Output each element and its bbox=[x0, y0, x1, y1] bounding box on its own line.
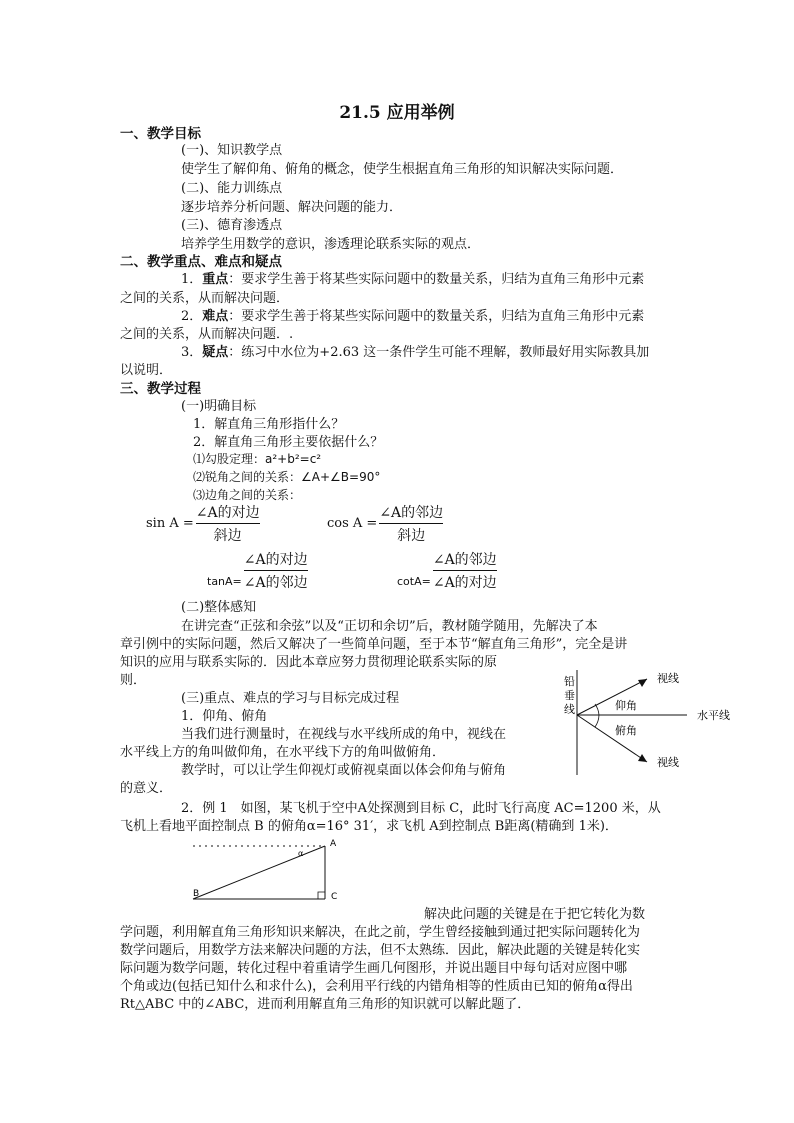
cos-den: 斜边 bbox=[397, 528, 426, 544]
s3-sub3: (三)重点、难点的学习与目标完成过程 bbox=[181, 691, 400, 706]
s2-p1-num: 1． bbox=[181, 272, 203, 287]
elev-label: 仰角 bbox=[615, 699, 637, 712]
e3-l4: 际问题为数学问题，转化过程中着重请学生画几何图形，并说出题目中每句话对应图中哪 bbox=[120, 961, 628, 976]
e1-l2: 水平线上方的角叫做仰角，在水平线下方的角叫做俯角． bbox=[120, 745, 446, 760]
e1-l1: 当我们进行测量时，在视线与水平线所成的角中，视线在 bbox=[181, 727, 507, 742]
dep-arc bbox=[595, 715, 599, 727]
right-angle-mark bbox=[318, 892, 325, 899]
triangle-figure bbox=[185, 833, 350, 908]
s1-sub1-text: 使学生了解仰角、俯角的概念，使学生根据直角三角形的知识解决实际问题． bbox=[181, 162, 624, 177]
s1-sub2: (二)、能力训练点 bbox=[181, 181, 283, 196]
cot-num: ∠A的邻边 bbox=[432, 552, 497, 568]
sin-num: ∠A的对边 bbox=[195, 505, 260, 521]
dep-label: 俯角 bbox=[615, 724, 637, 737]
e2-l1: 2．例 1 如图，某飞机于空中A处探测到目标 C，此时飞行高度 AC=1200 米，从 bbox=[181, 801, 661, 816]
e3-l1: 解决此问题的关键是在于把它转化为数 bbox=[424, 907, 646, 922]
side-ab bbox=[193, 846, 325, 899]
cos-formula bbox=[327, 502, 443, 545]
section-1-heading: 一、教学目标 bbox=[120, 126, 201, 142]
s2-p3 bbox=[181, 341, 649, 360]
e3-l6: Rt△ABC 中的∠ABC，进而利用解直角三角形的知识就可以解此题了． bbox=[120, 997, 531, 1012]
vertex-a-label: A bbox=[330, 839, 337, 849]
s2-p1-label: 重点 bbox=[202, 272, 229, 287]
tan-den: ∠A的邻边 bbox=[243, 575, 308, 591]
tan-lhs: tanA= bbox=[207, 575, 242, 588]
e1-l3: 教学时，可以让学生仰视灯或俯视桌面以体会仰角与俯角 bbox=[181, 763, 507, 778]
s3-r2: ⑵锐角之间的关系：∠A+∠B=90° bbox=[193, 470, 381, 484]
s2-p1 bbox=[181, 268, 644, 287]
e1-l4: 的意义． bbox=[120, 781, 173, 796]
s1-sub2-text: 逐步培养分析问题、解决问题的能力． bbox=[181, 200, 403, 215]
s2-p3-num: 3． bbox=[181, 345, 203, 360]
vertical-label-3: 线 bbox=[564, 703, 575, 716]
s2-p3-text: ：练习中水位为+2.63 这一条件学生可能不理解，教师最好用实际教具加 bbox=[228, 345, 650, 360]
s3-q1: 1．解直角三角形指什么？ bbox=[193, 417, 345, 432]
angle-figure bbox=[555, 665, 755, 780]
s2-p2-cont: 之间的关系，从而解决问题．. bbox=[120, 327, 294, 342]
cot-lhs: cotA= bbox=[397, 575, 431, 588]
cot-den: ∠A的对边 bbox=[432, 575, 497, 591]
s3-sub1: (一)明确目标 bbox=[181, 399, 257, 414]
e3-l2: 学问题，利用解直角三角形知识来解决，在此之前，学生曾经接触到通过把实际问题转化为 bbox=[120, 925, 641, 940]
s3-sub2-l4: 则． bbox=[120, 673, 147, 688]
s2-p1-cont: 之间的关系，从而解决问题． bbox=[120, 291, 290, 306]
s2-p2-text: ：要求学生善于将某些实际问题中的数量关系，归结为直角三角形中元素 bbox=[228, 309, 645, 324]
s1-sub3: (三)、德育渗透点 bbox=[181, 218, 283, 233]
sin-den: 斜边 bbox=[213, 528, 242, 544]
vertex-c-label: C bbox=[331, 892, 338, 902]
section-3-heading: 三、教学过程 bbox=[120, 381, 201, 397]
s3-sub2-l3: 知识的应用与联系实际的．因此本章应努力贯彻理论联系实际的原 bbox=[120, 655, 498, 670]
tan-formula bbox=[207, 549, 308, 592]
s3-r1: ⑴勾股定理：a²+b²=c² bbox=[193, 452, 322, 466]
s2-p2-label: 难点 bbox=[202, 309, 229, 324]
s1-sub1: (一)、知识教学点 bbox=[181, 143, 283, 158]
s3-q2: 2．解直角三角形主要依据什么？ bbox=[193, 435, 384, 450]
s1-sub3-text: 培养学生用数学的意识，渗透理论联系实际的观点． bbox=[181, 237, 481, 252]
s2-p2 bbox=[181, 305, 644, 324]
vertical-label-1: 铅 bbox=[564, 675, 575, 688]
e1-title: 1．仰角、俯角 bbox=[181, 709, 268, 724]
vertical-label-2: 垂 bbox=[564, 689, 575, 702]
s2-p1-text: ：要求学生善于将某些实际问题中的数量关系，归结为直角三角形中元素 bbox=[228, 272, 645, 287]
vertex-b-label: B bbox=[193, 889, 200, 899]
cos-num: ∠A的邻边 bbox=[379, 505, 444, 521]
s2-p2-num: 2． bbox=[181, 309, 203, 324]
section-2-heading: 二、教学重点、难点和疑点 bbox=[120, 254, 282, 270]
s3-sub2-l1: 在讲完查“正弦和余弦”以及“正切和余切”后，教材随学随用，先解决了本 bbox=[181, 619, 598, 634]
sight-line-down bbox=[577, 715, 647, 762]
s3-sub2-l2: 章引例中的实际问题，然后又解决了一些简单问题，至于本节“解直角三角形”，完全是讲 bbox=[120, 637, 628, 652]
sin-lhs: sin A = bbox=[146, 516, 194, 531]
sin-formula bbox=[146, 502, 260, 545]
tan-num: ∠A的对边 bbox=[243, 552, 308, 568]
e3-l5: 个角或边(包括已知什么和求什么)，会利用平行线的内错角相等的性质由已知的俯角α得出 bbox=[120, 979, 633, 994]
sight-down-label: 视线 bbox=[657, 756, 679, 769]
horizontal-label: 水平线 bbox=[697, 709, 730, 722]
s3-r3: ⑶边角之间的关系： bbox=[193, 488, 302, 502]
s3-sub2: (二)整体感知 bbox=[181, 600, 257, 615]
s2-p3-cont: 以说明． bbox=[120, 363, 173, 378]
arrow-down-icon bbox=[638, 754, 647, 762]
page-title: 21.5 应用举例 bbox=[339, 103, 455, 123]
e2-l2: 飞机上看地平面控制点 B 的俯角α=16° 31′，求飞机 A到控制点 B距离(精确到 1米)． bbox=[120, 819, 618, 834]
cos-lhs: cos A = bbox=[327, 516, 378, 531]
sight-up-label: 视线 bbox=[657, 672, 679, 685]
e3-l3: 数学问题后，用数学方法来解决问题的方法，但不太熟练．因此，解决此题的关键是转化实 bbox=[120, 943, 641, 958]
cot-formula bbox=[397, 549, 497, 592]
alpha-label: α bbox=[298, 849, 304, 858]
s2-p3-label: 疑点 bbox=[202, 345, 229, 360]
